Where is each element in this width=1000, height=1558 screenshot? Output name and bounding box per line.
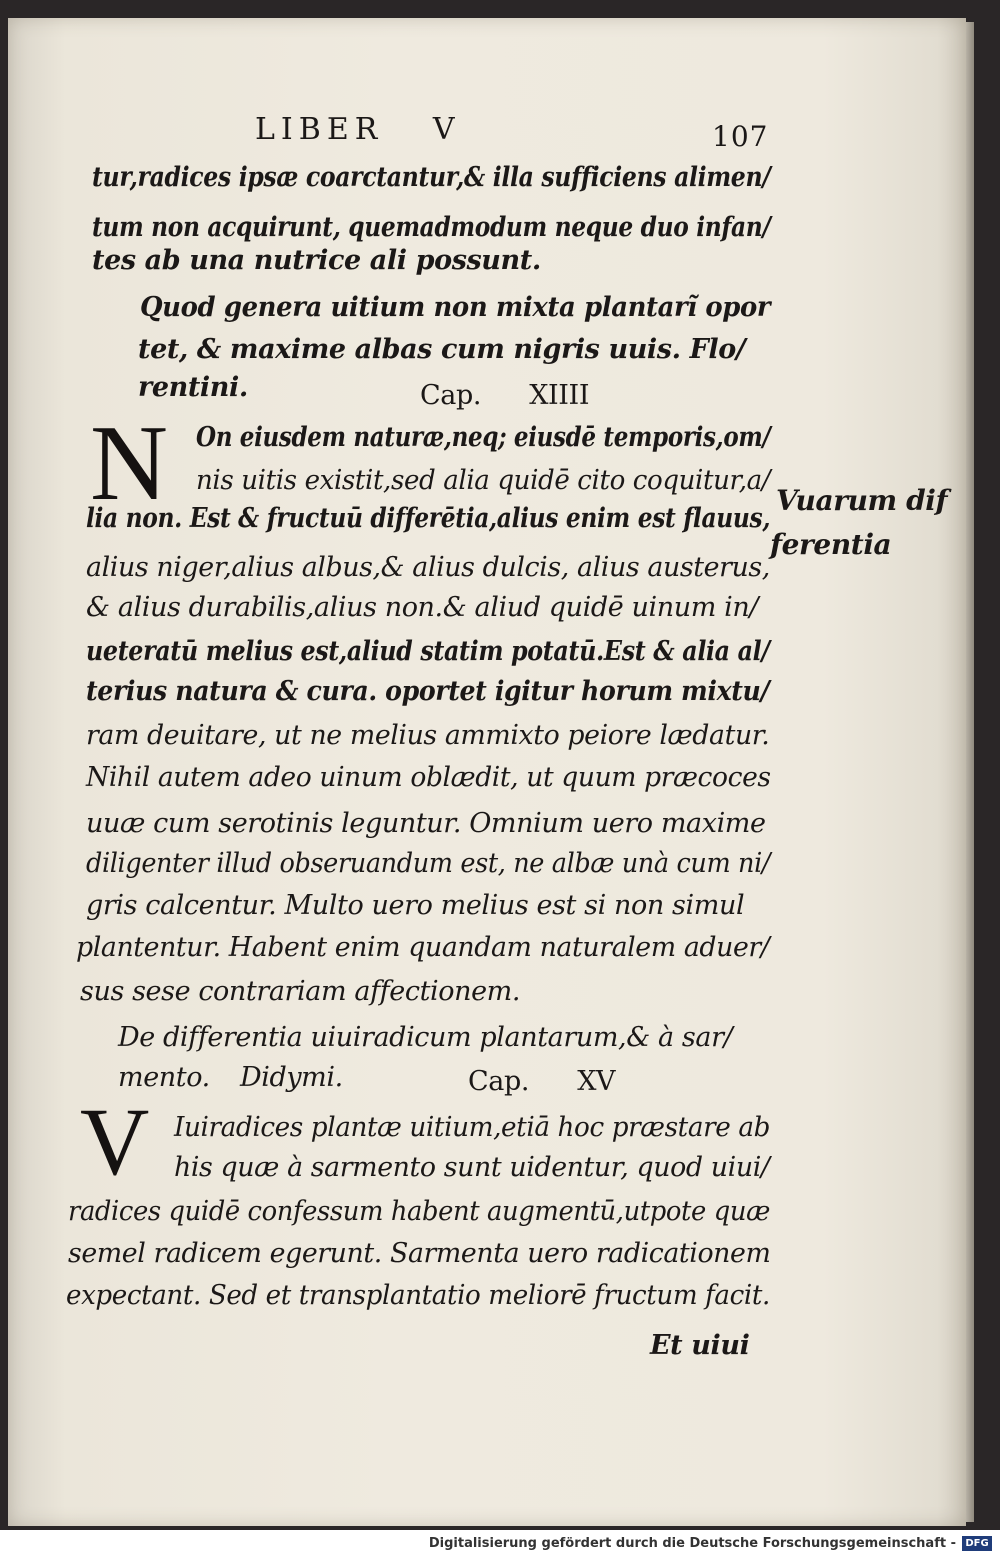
body-line: sus sese contrariam affectionem.: [80, 976, 521, 1007]
body-line: lia non. Est & fructuū differētia,alius enim est flauus,: [86, 503, 771, 534]
body-line: ram deuitare, ut ne melius ammixto peiore lædatur.: [86, 720, 770, 751]
running-header-title: LIBER V: [255, 112, 461, 147]
body-line: tes ab una nutrice ali possunt.: [92, 245, 541, 276]
body-line: tum non acquirunt, quemadmodum neque duo infan/: [92, 212, 771, 243]
body-line: Nihil autem adeo uinum oblædit, ut quum præcoces: [86, 762, 771, 793]
drop-cap: N: [90, 404, 168, 523]
chapter-number: Cap. XV: [468, 1066, 616, 1097]
chapter-heading-line: Quod genera uitium non mixta plantarı̃ opor: [140, 292, 771, 323]
body-line: uuæ cum serotinis leguntur. Omnium uero maxime: [86, 808, 766, 839]
drop-cap: V: [80, 1088, 150, 1195]
catchword: Et uiui: [650, 1330, 750, 1361]
body-line: semel radicem egerunt. Sarmenta uero radicationem: [68, 1238, 771, 1269]
body-line: terius natura & cura. oportet igitur horum mixtu/: [86, 676, 770, 707]
body-line: On eiusdem naturæ,neq; eiusdē temporis,om/: [196, 422, 771, 453]
dfg-logo-icon: DFG: [962, 1536, 992, 1551]
body-line: & alius durabilis,alius non.& aliud quidē uinum in/: [86, 592, 759, 623]
body-line: nis uitis existit,sed alia quidē cito coquitur,a/: [196, 465, 771, 496]
body-line: diligenter illud obseruandum est, ne albæ unà cum ni/: [86, 848, 771, 879]
body-line: expectant. Sed et transplantatio meliorē fructum facit.: [66, 1280, 770, 1311]
footer-credit: Digitalisierung gefördert durch die Deutsche Forschungsgemeinschaft -: [428, 1536, 956, 1551]
body-line: alius niger,alius albus,& alius dulcis, alius austerus,: [86, 552, 770, 583]
page-number: 107: [712, 120, 769, 153]
page-edge: [966, 22, 974, 1522]
body-line: his quæ à sarmento sunt uidentur, quod uiui/: [174, 1152, 770, 1183]
marginal-note-line: Vuarum dif: [776, 484, 948, 517]
marginal-note-line: ferentia: [770, 528, 892, 561]
chapter-number: Cap. XIIII: [420, 380, 590, 411]
body-line: tur,radices ipsæ coarctantur,& illa sufficiens alimen/: [92, 162, 771, 193]
body-line: Iuiradices plantæ uitium,etiā hoc præstare ab: [174, 1112, 771, 1143]
body-line: ueteratū melius est,aliud statim potatū.Est & alia al/: [86, 636, 770, 667]
chapter-heading-line: mento. Didymi.: [118, 1062, 343, 1093]
footer-bar: [0, 1530, 1000, 1558]
chapter-heading-line: tet, & maxime albas cum nigris uuis. Flo/: [138, 334, 746, 365]
body-line: radices quidē confessum habent augmentū,utpote quæ: [68, 1196, 770, 1227]
chapter-heading-line: rentini.: [138, 372, 248, 403]
body-line: plantentur. Habent enim quandam naturalem aduer/: [76, 932, 770, 963]
chapter-heading-line: De differentia uiuiradicum plantarum,& à sar/: [118, 1022, 733, 1053]
body-line: gris calcentur. Multo uero melius est si non simul: [86, 890, 745, 921]
